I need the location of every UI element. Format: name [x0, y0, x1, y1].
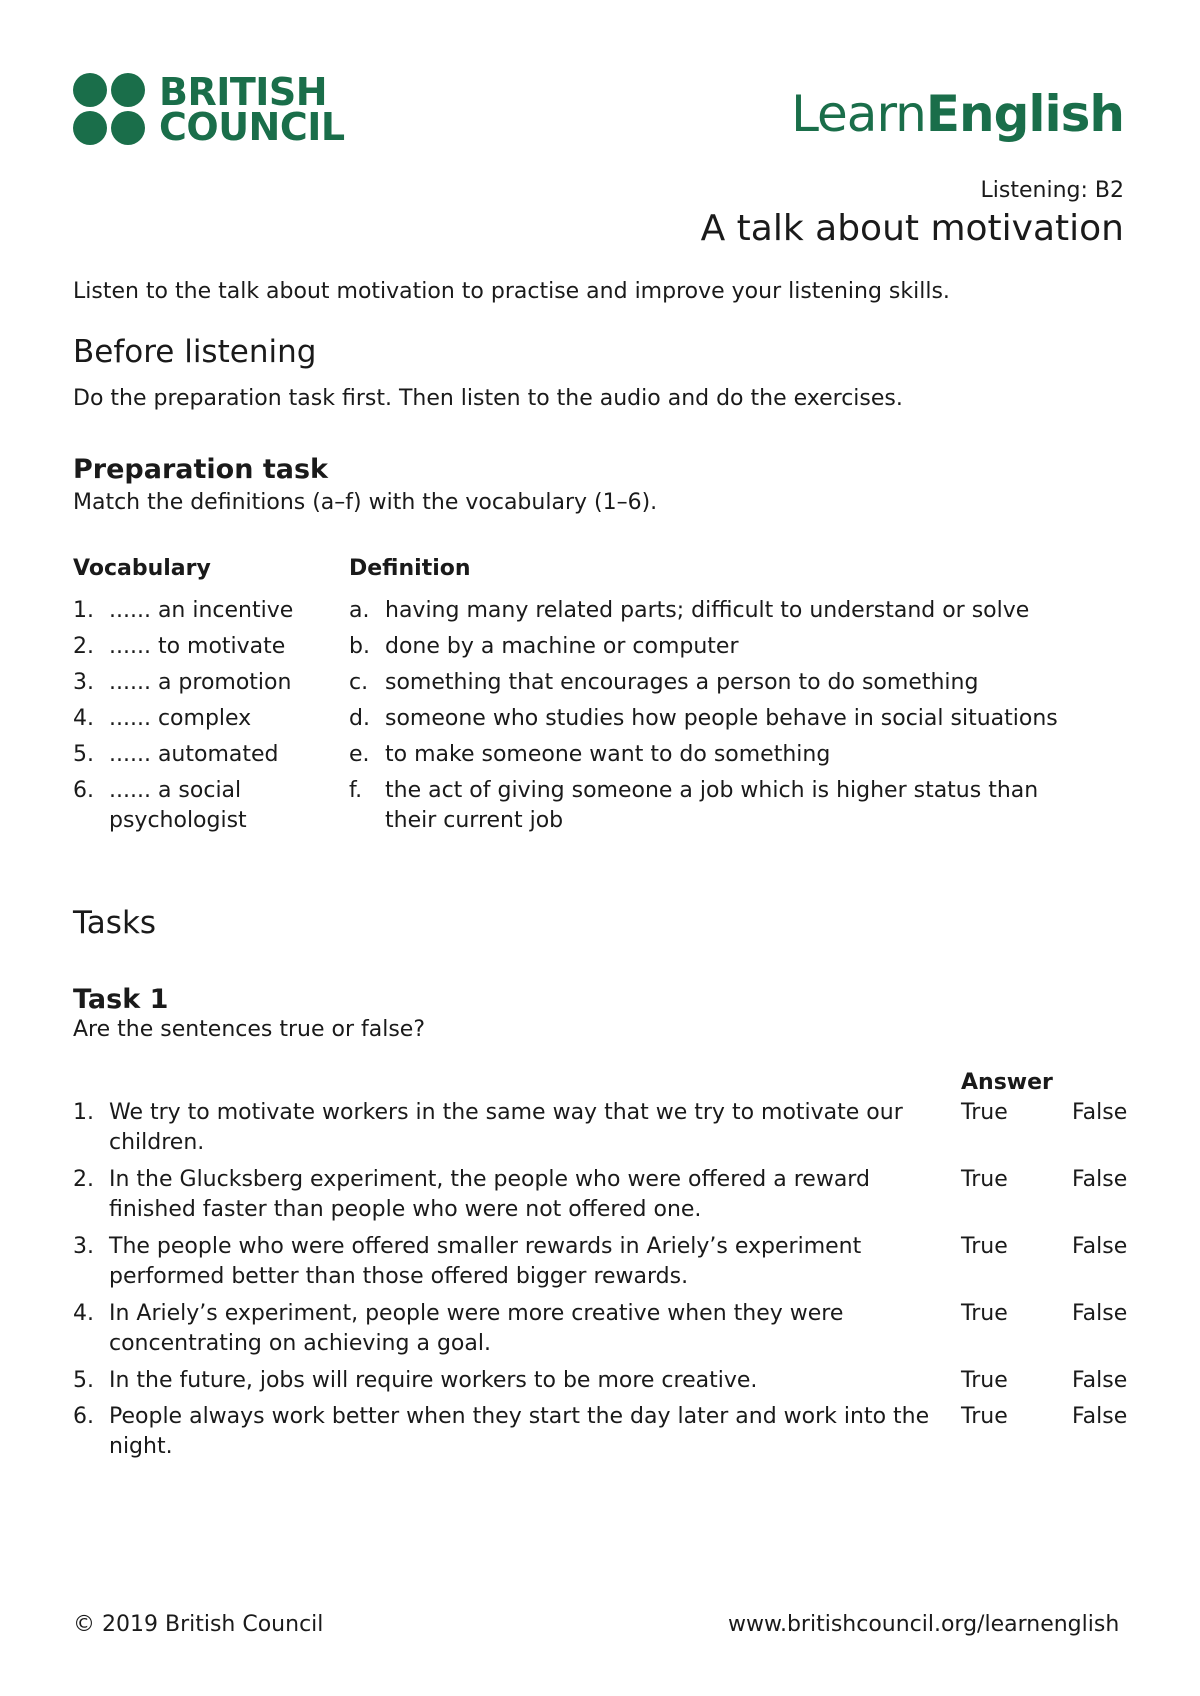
task1-heading: Task 1 [73, 984, 169, 1015]
vocabulary-item: 3. ...... a promotion [73, 670, 292, 695]
true-option[interactable]: True [961, 1100, 1008, 1125]
false-option[interactable]: False [1072, 1404, 1128, 1429]
task1-instruction: Are the sentences true or false? [73, 1017, 426, 1042]
tasks-heading: Tasks [73, 905, 157, 941]
definition-item: f. the act of giving someone a job which is higher status than their current job [349, 778, 1039, 833]
definition-item: e. to make someone want to do something [349, 742, 831, 767]
false-option[interactable]: False [1072, 1368, 1128, 1393]
false-option[interactable]: False [1072, 1167, 1128, 1192]
false-option[interactable]: False [1072, 1234, 1128, 1259]
true-false-item: 5. In the future, jobs will require workers to be more creative. True False [73, 1366, 1133, 1396]
true-false-item: 4. In Ariely’s experiment, people were more creative when they were concentrating on achieving a goal. True False [73, 1301, 1128, 1356]
definition-item: d. someone who studies how people behave in social situations [349, 706, 1058, 731]
vocabulary-column-header: Vocabulary [73, 556, 211, 581]
preparation-instruction: Match the definitions (a–f) with the vocabulary (1–6). [73, 490, 658, 515]
true-false-item: 1. We try to motivate workers in the same way that we try to motivate our children. True False [73, 1100, 1128, 1155]
level-label: Listening: B2 [980, 178, 1124, 203]
true-option[interactable]: True [961, 1368, 1008, 1393]
vocabulary-item: 4. ...... complex [73, 706, 252, 731]
vocabulary-item: 6. ...... a social psychologist [73, 778, 247, 833]
answer-column-header: Answer [961, 1070, 1053, 1095]
before-listening-heading: Before listening [73, 334, 317, 370]
definition-item: a. having many related parts; difficult to understand or solve [349, 598, 1030, 623]
preparation-task-heading: Preparation task [73, 454, 328, 485]
british-council-wordmark: BRITISH COUNCIL [159, 70, 345, 149]
true-option[interactable]: True [961, 1167, 1008, 1192]
definition-column-header: Definition [349, 556, 471, 581]
definition-item: c. something that encourages a person to do something [349, 670, 979, 695]
before-listening-text: Do the preparation task first. Then listen to the audio and do the exercises. [73, 386, 903, 411]
british-council-dots-icon [73, 73, 147, 147]
british-council-logo [73, 72, 345, 148]
true-false-item: 3. The people who were offered smaller rewards in Ariely’s experiment performed better than those offered bigger rewards. True False [73, 1234, 1128, 1289]
false-option[interactable]: False [1072, 1301, 1128, 1326]
definition-item: b. done by a machine or computer [349, 634, 739, 659]
intro-text: Listen to the talk about motivation to practise and improve your listening skills. [73, 279, 950, 304]
vocabulary-item: 2. ...... to motivate [73, 634, 286, 659]
true-option[interactable]: True [961, 1234, 1008, 1259]
true-false-item: 2. In the Glucksberg experiment, the people who were offered a reward finished faster than people who were not offered one. True False [73, 1167, 1128, 1222]
true-option[interactable]: True [961, 1301, 1008, 1326]
true-false-item: 6. People always work better when they start the day later and work into the night. True False [73, 1404, 1128, 1459]
page-title: A talk about motivation [700, 208, 1124, 249]
vocabulary-item: 1. ...... an incentive [73, 598, 294, 623]
true-option[interactable]: True [961, 1404, 1008, 1429]
footer-url-link[interactable]: www.britishcouncil.org/learnenglish [728, 1612, 1120, 1637]
vocabulary-item: 5. ...... automated [73, 742, 279, 767]
false-option[interactable]: False [1072, 1100, 1128, 1125]
copyright-text: © 2019 British Council [73, 1612, 324, 1637]
learnenglish-logo: LearnEnglish [791, 85, 1124, 143]
